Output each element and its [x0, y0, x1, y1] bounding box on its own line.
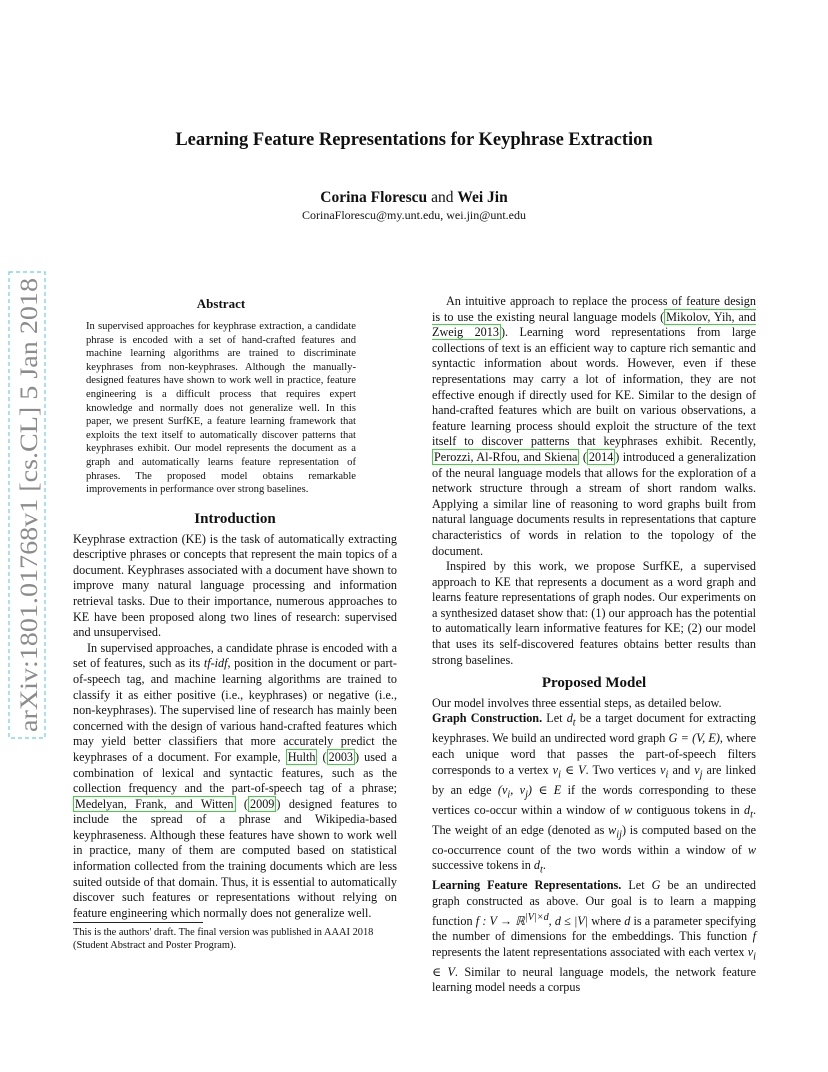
learning-features-paragraph: Learning Feature Representations. Let G be an undirected graph constructed as above. Our goal is to learn a mapping function f : V → ℝ$^{|V|\times d}$, d ≤ |V| where d is a parameter specifying the number of dimensions for the embeddings. This function f represents the latent representations associated with each vertex $v_i$ ∈ V. Similar to neural language models, the network feature learning model needs a corpus: [432, 878, 756, 995]
arxiv-stamp-text: arXiv:1801.01768v1 [cs.CL] 5 Jan 2018: [16, 327, 43, 732]
right-paragraph-1: An intuitive approach to replace the process of feature design is to use the existing neural language models ( Mikolov, Yih, and Zweig 2013 ). Learning word representations from large collections of text is an efficient way to capture rich semantic and syntactic information about words. However, even if these representations may carry a lot of information, they are not effective enough if directly used for KE. Similar to the design of hand-crafted features which are built on various observations, a feature learning process should exploit the structure of the text itself to discover patterns that keyphrases exhibit. Recently, Perozzi, Al-Rfou, and Skiena ( 2014 ) introduced a generalization of the neural language models that allows for the exploration of a network structure through a stream of short random walks. Applying a similar line of reasoning to word graphs built from natural language documents results in representations that capture characteristics of words in relation to the topology of the document.: [432, 294, 757, 558]
authors-line: [0, 189, 828, 207]
introduction-heading: Introduction: [194, 511, 276, 527]
right-column: [432, 294, 756, 996]
proposed-model-heading: Proposed Model: [541, 675, 647, 692]
citation-hulth[interactable]: Hulth: [287, 749, 316, 764]
footnote: This is the authors' draft. The final version was published in AAAI 2018 (Student Abstract and Poster Program).: [73, 927, 374, 951]
abstract-heading: Abstract: [196, 296, 246, 311]
author-1: Corina Florescu: [320, 189, 428, 206]
citation-medelyan[interactable]: Medelyan, Frank, and Witten: [75, 796, 234, 811]
author-emails: CorinaFlorescu@my.unt.edu, wei.jin@unt.edu: [302, 208, 526, 222]
model-intro: Our model involves three essential steps, as detailed below.: [432, 695, 722, 710]
abstract-block: [86, 296, 356, 497]
citation-mikolov[interactable]: Mikolov, Yih, and Zweig 2013: [432, 309, 756, 340]
footnote-rule: [73, 922, 203, 923]
author-2: Wei Jin: [457, 189, 508, 206]
right-paragraph-2: Inspired by this work, we propose SurfKE, a supervised approach to KE that represents a document as a word graph and learns feature representations of graph nodes. Our experiments on a synthesized dataset show that: (1) our approach has the potential to automatically learn informative features for KE; (2) our model that uses its self-discovered features obtains better results than strong baselines.: [432, 559, 756, 667]
arxiv-stamp: [6, 270, 50, 740]
intro-paragraph-1: Keyphrase extraction (KE) is the task of automatically extracting descriptive phrases or concepts that represent the main topics of a document. Keyphrases associated with a document have shown to improve many natural language processing and information retrieval tasks. Due to their importance, numerous approaches to KE have been proposed along two lines of research: supervised and unsupervised.: [73, 531, 397, 640]
citation-perozzi-year[interactable]: 2014: [588, 449, 614, 464]
citation-perozzi[interactable]: Perozzi, Al-Rfou, and Skiena: [434, 449, 578, 464]
left-column: [73, 512, 397, 921]
author-separator: and: [431, 189, 454, 206]
citation-medelyan-year[interactable]: 2009: [250, 796, 275, 811]
intro-paragraph-2: In supervised approaches, a candidate phrase is encoded with a set of features, such as its tf-idf, position in the document or part-of-speech tag, and machine learning algorithms are trained to classify it as either positive (i.e., keyphrases) or negative (i.e., non-keyphrases). The supervised line of research has mainly been concerned with the design of various hand-crafted features which may yield better classifiers that more accurately predict the keyphrases of a document. For example, Hulth ( 2003 ) used a combination of lexical and syntactic features, such as the collection frequency and the part-of-speech tag of a phrase; Medelyan, Frank, and Witten ( 2009 ) designed features to include the spread of a phrase and Wikipedia-based keyphraseness. Although these features have shown to work well in practice, many of them are computed based on statistical information collected from the training documents which are less suited outside of that domain. Thus, it is essential to automatically discover such features or representations without relying on feature engineering which normally does not generalize well.: [73, 640, 398, 920]
citation-hulth-year[interactable]: 2003: [328, 749, 353, 764]
paper-title: Learning Feature Representations for Keyphrase Extraction: [175, 130, 653, 150]
graph-construction-paragraph: Graph Construction. Let $d_t$ be a target document for extracting keyphrases. We build an undirected word graph G = (V, E), where each unique word that passes the part-of-speech filters corresponds to a vertex $v_i$ ∈ V. Two vertices $v_i$ and $v_j$ are linked by an edge ($v_i$, $v_j$) ∈ E if the words corresponding to these vertices co-occur within a window of w contiguous tokens in $d_t$. The weight of an edge (denoted as $w_{ij}$) is computed based on the co-occurrence count of the two words within a window of w successive tokens in $d_t$.: [432, 711, 756, 876]
abstract-text: In supervised approaches for keyphrase extraction, a candidate phrase is encoded with a set of hand-crafted features and machine learning algorithms are trained to discriminate keyphrases from non-keyphrases. Although the manually-designed features have shown to work well in practice, feature engineering is a difficult process that requires expert knowledge and normally does not generalize well. In this paper, we present SurfKE, a feature learning framework that exploits the text itself to automatically discover patterns that keyphrases exhibit. Our model represents the document as a graph and automatically learns feature representation of phrases. The proposed model obtains remarkable improvements in performance over strong baselines.: [86, 321, 356, 496]
